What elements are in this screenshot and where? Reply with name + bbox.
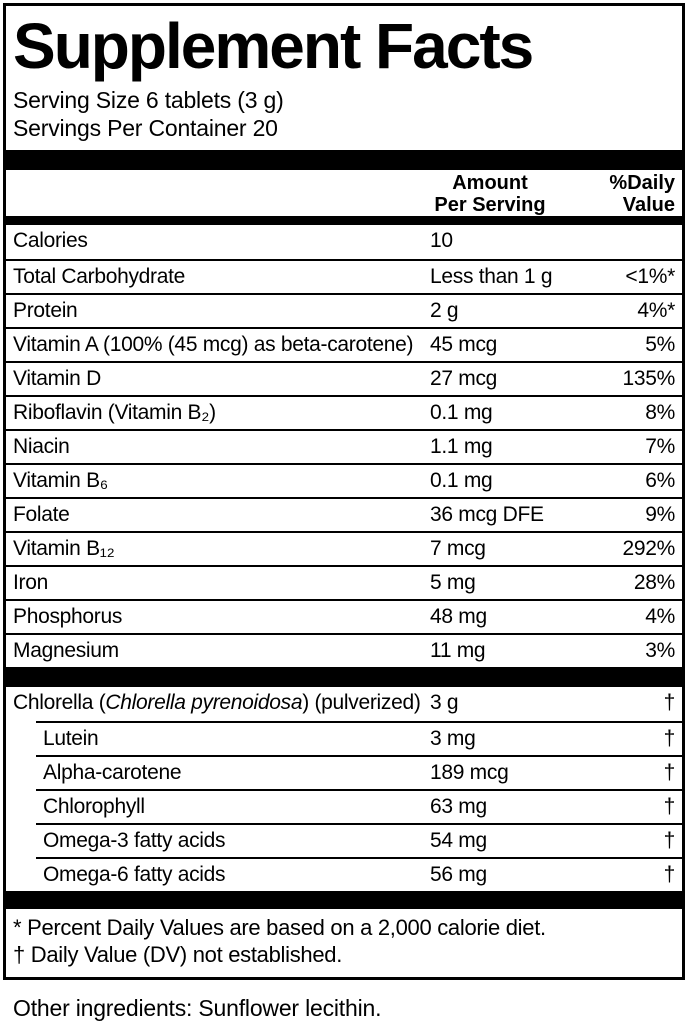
row-chlorophyll xyxy=(36,789,682,823)
ingredient-amount: 45 mcg xyxy=(430,333,498,356)
ingredient-name: Vitamin D xyxy=(13,367,101,390)
ingredient-amount: 54 mg xyxy=(430,829,487,852)
ingredient-dv: 8% xyxy=(645,401,675,424)
separator-bar-botanical xyxy=(6,667,682,687)
ingredient-dv: <1%* xyxy=(625,265,675,288)
ingredient-amount: 0.1 mg xyxy=(430,401,493,424)
row-vitamin-d xyxy=(6,361,682,395)
ingredient-name: Vitamin B₁₂ xyxy=(13,537,115,560)
ingredient-name: Omega-3 fatty acids xyxy=(43,829,226,852)
serving-size: Serving Size 6 tablets (3 g) xyxy=(13,87,284,113)
ingredient-dv: 135% xyxy=(622,367,675,390)
ingredient-name: Magnesium xyxy=(13,639,119,662)
row-magnesium xyxy=(6,633,682,667)
ingredient-name: Iron xyxy=(13,571,48,594)
footnote-dagger: † Daily Value (DV) not established. xyxy=(13,942,343,967)
ingredient-amount: 63 mg xyxy=(430,795,487,818)
row-riboflavin xyxy=(6,395,682,429)
ingredient-amount: 10 xyxy=(430,229,453,252)
ingredient-dv: † xyxy=(663,863,675,886)
servings-per-container: Servings Per Container 20 xyxy=(13,115,278,141)
ingredient-amount: 0.1 mg xyxy=(430,469,493,492)
serving-info xyxy=(6,86,682,142)
ingredient-name: Omega-6 fatty acids xyxy=(43,863,226,886)
ingredient-name: Total Carbohydrate xyxy=(13,265,186,288)
ingredient-name: Chlorophyll xyxy=(43,795,145,818)
ingredient-dv: 4%* xyxy=(637,299,675,322)
row-omega-3 xyxy=(36,823,682,857)
ingredient-name: Riboflavin (Vitamin B₂) xyxy=(13,401,216,424)
row-calories xyxy=(6,225,682,259)
ingredient-dv: † xyxy=(663,829,675,852)
ingredient-amount: 189 mcg xyxy=(430,761,509,784)
dv-header-line2: Value xyxy=(622,194,675,216)
row-total-carbohydrate xyxy=(6,259,682,293)
ingredient-name: Lutein xyxy=(43,727,99,750)
amount-header-line2: Per Serving xyxy=(434,194,546,216)
ingredient-name: Vitamin B₆ xyxy=(13,469,108,492)
ingredient-name: Vitamin A (100% (45 mcg) as beta-carotene) xyxy=(13,333,414,356)
separator-bar-footnote xyxy=(6,891,682,909)
ingredient-amount: 2 g xyxy=(430,299,459,322)
ingredient-amount: 36 mcg DFE xyxy=(430,503,544,526)
ingredient-name: Alpha-carotene xyxy=(43,761,182,784)
ingredient-dv: 7% xyxy=(645,435,675,458)
daily-value-header xyxy=(609,172,675,216)
ingredient-dv: 3% xyxy=(645,639,675,662)
ingredient-dv: 6% xyxy=(645,469,675,492)
ingredient-dv: † xyxy=(663,727,675,750)
ingredient-name: Niacin xyxy=(13,435,70,458)
ingredient-name xyxy=(13,691,421,714)
ingredient-name: Phosphorus xyxy=(13,605,123,628)
ingredient-amount: 56 mg xyxy=(430,863,487,886)
amount-per-serving-header xyxy=(410,172,570,216)
ingredient-amount: 11 mg xyxy=(430,639,486,662)
ingredient-name: Protein xyxy=(13,299,78,322)
ingredient-dv: 4% xyxy=(645,605,675,628)
ingredient-amount: Less than 1 g xyxy=(430,265,553,288)
row-iron xyxy=(6,565,682,599)
other-ingredients: Other ingredients: Sunflower lecithin. xyxy=(13,995,382,1021)
supplement-facts-panel xyxy=(3,3,685,980)
ingredient-amount: 5 mg xyxy=(430,571,476,594)
row-lutein xyxy=(36,721,682,755)
ingredient-dv: † xyxy=(663,795,675,818)
row-omega-6 xyxy=(36,857,682,891)
dv-header-line1: %Daily xyxy=(609,172,675,194)
ingredient-dv: 28% xyxy=(633,571,675,594)
ingredient-dv: 9% xyxy=(645,503,675,526)
amount-header-line1: Amount xyxy=(452,172,528,194)
ingredient-dv: † xyxy=(663,691,675,714)
ingredient-amount: 3 mg xyxy=(430,727,476,750)
row-vitamin-b6 xyxy=(6,463,682,497)
row-vitamin-b12 xyxy=(6,531,682,565)
footnotes xyxy=(6,909,682,977)
ingredient-amount: 3 g xyxy=(430,691,459,714)
row-niacin xyxy=(6,429,682,463)
chlorella-name-post: ) (pulverized) xyxy=(302,691,421,714)
ingredient-name: Calories xyxy=(13,229,88,252)
panel-title: Supplement Facts xyxy=(13,10,533,82)
row-alpha-carotene xyxy=(36,755,682,789)
chlorella-species-name: Chlorella pyrenoidosa xyxy=(105,691,303,714)
row-phosphorus xyxy=(6,599,682,633)
ingredient-amount: 7 mcg xyxy=(430,537,486,560)
ingredient-amount: 48 mg xyxy=(430,605,487,628)
ingredient-dv: 292% xyxy=(622,537,675,560)
ingredient-dv: † xyxy=(663,761,675,784)
ingredient-amount: 27 mcg xyxy=(430,367,498,390)
separator-bar-header xyxy=(6,216,682,225)
ingredient-name: Folate xyxy=(13,503,70,526)
row-folate xyxy=(6,497,682,531)
separator-bar-top xyxy=(6,150,682,170)
ingredient-amount: 1.1 mg xyxy=(430,435,493,458)
footnote-percent-dv: * Percent Daily Values are based on a 2,000 calorie diet. xyxy=(13,915,546,940)
chlorella-name-pre: Chlorella ( xyxy=(13,691,106,714)
row-vitamin-a xyxy=(6,327,682,361)
row-protein xyxy=(6,293,682,327)
ingredient-dv: 5% xyxy=(645,333,675,356)
column-header-row xyxy=(6,170,682,216)
row-chlorella xyxy=(6,687,682,721)
